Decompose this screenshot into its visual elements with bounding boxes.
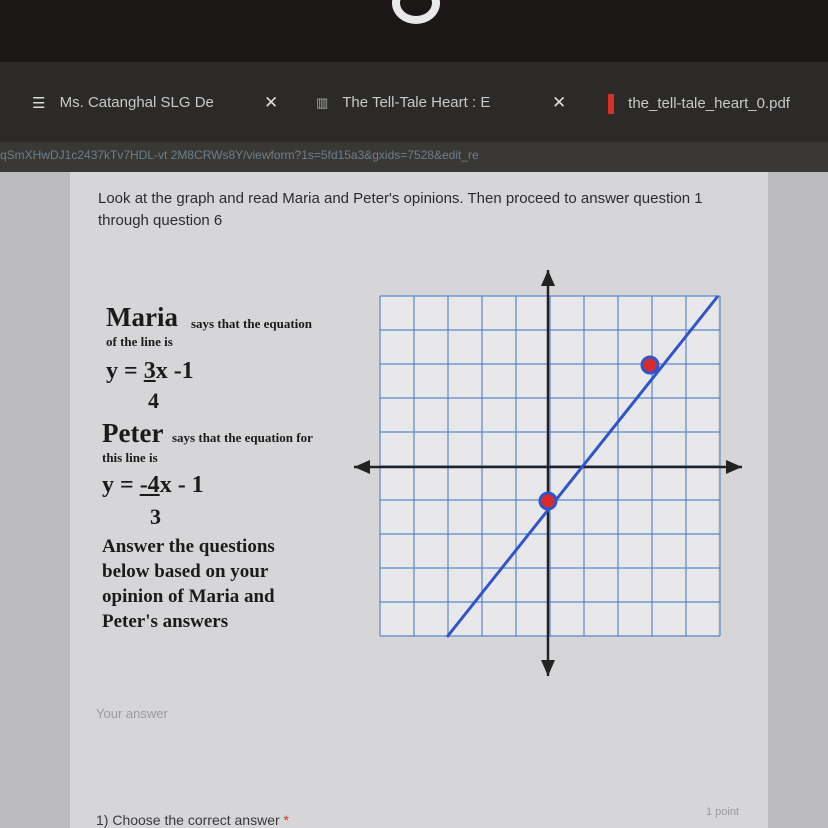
- peter-eq-denominator: 3: [150, 504, 161, 529]
- close-icon[interactable]: ✕: [264, 93, 279, 112]
- prompt-line: Answer the questions: [102, 536, 275, 557]
- question-1-text: 1) Choose the correct answer: [96, 812, 280, 828]
- required-marker: *: [283, 812, 289, 828]
- x-axis-left-arrow: [354, 460, 370, 474]
- camera-ring: [392, 0, 440, 24]
- answer-input[interactable]: Your answer: [96, 706, 168, 721]
- coordinate-graph: [350, 262, 750, 682]
- maria-says-2: of the line is: [106, 334, 173, 349]
- points-label: 1 point: [706, 806, 740, 818]
- peter-name: Peter: [102, 418, 164, 448]
- tab-pdf[interactable]: [608, 94, 790, 116]
- instructions-text: Look at the graph and read Maria and Peter's opinions. Then proceed to answer question 1 through question 6: [98, 190, 703, 229]
- maria-says: says that the equation: [191, 316, 312, 331]
- eq-left: y =: [106, 358, 144, 384]
- close-icon[interactable]: ✕: [552, 93, 567, 112]
- answer-prompt: [102, 534, 275, 634]
- eq-left: y =: [102, 472, 140, 498]
- eq-right: x - 1: [159, 472, 204, 498]
- tab-label: the_tell-tale_heart_0.pdf: [628, 94, 790, 112]
- maria-eq-denominator: 4: [148, 388, 159, 413]
- tab-slg[interactable]: [32, 93, 279, 116]
- x-axis-right-arrow: [726, 460, 742, 474]
- point-3-3: [642, 357, 658, 373]
- maria-name: Maria: [106, 302, 178, 332]
- url-text: qSmXHwDJ1c2437kTv7HDL-vt 2M8CRWs8Y/viewform?1s=5fd15a3&gxids=7528&edit_re: [0, 148, 479, 162]
- book-icon: ▥: [316, 95, 329, 111]
- prompt-line: Peter's answers: [102, 611, 229, 632]
- tab-label: The Tell-Tale Heart : E: [342, 94, 491, 111]
- pdf-icon: [608, 94, 614, 114]
- eq-numerator: 3: [143, 358, 156, 384]
- tab-label: Ms. Catanghal SLG De: [59, 94, 214, 111]
- y-axis-down-arrow: [541, 660, 555, 676]
- peter-equation: [102, 472, 204, 499]
- question-1-title: [96, 812, 289, 828]
- device-bezel: [0, 0, 828, 62]
- prompt-line: below based on your: [102, 561, 269, 582]
- tab-tell-tale[interactable]: [316, 93, 567, 116]
- maria-equation: [106, 358, 194, 385]
- peter-says-2: this line is: [102, 450, 158, 465]
- eq-right: x -1: [155, 358, 194, 384]
- y-axis-up-arrow: [541, 270, 555, 286]
- eq-numerator: -4: [139, 472, 160, 498]
- list-icon: ☰: [32, 95, 46, 113]
- prompt-line: opinion of Maria and: [102, 586, 275, 607]
- peter-says: says that the equation for: [172, 430, 313, 445]
- point-0-neg1: [540, 493, 556, 509]
